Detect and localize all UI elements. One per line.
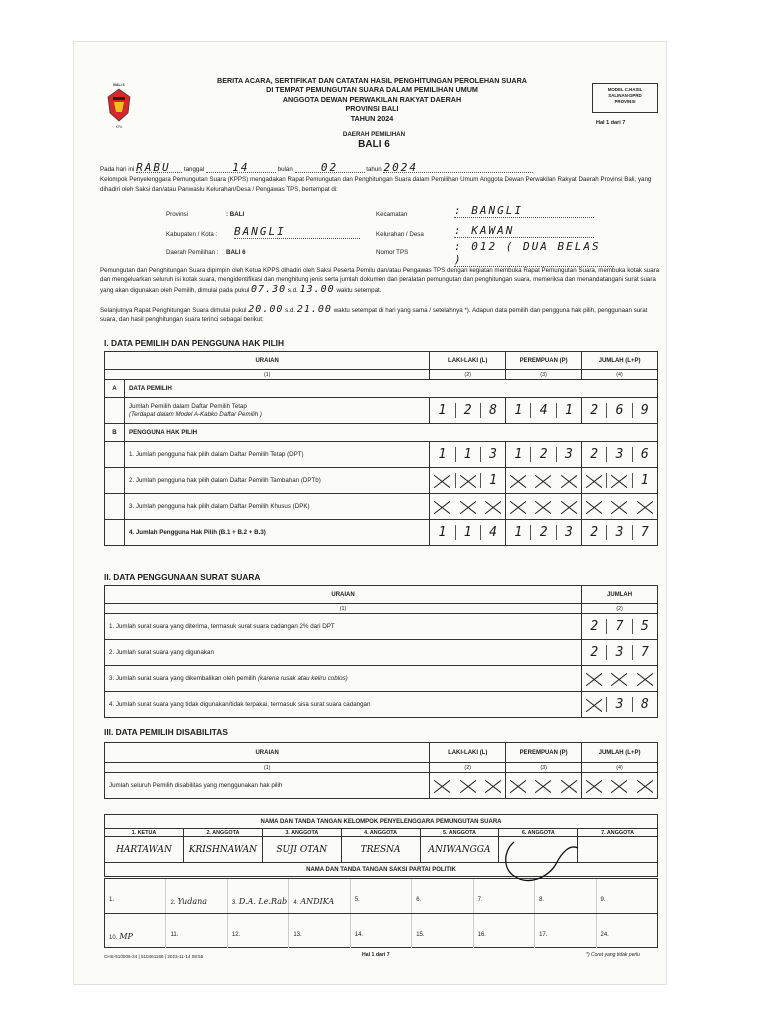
table-section-2 [104,585,658,718]
paragraph-pemungutan [100,266,660,295]
digit: 7 [640,645,649,660]
cross-mark [607,473,632,488]
section-3-title: III. DATA PEMILIH DISABILITAS [104,727,228,737]
saksi-cell [105,879,166,913]
digit: 3 [607,447,632,462]
colnum-4: (4) [582,370,658,380]
colnum-3-4: (4) [582,763,658,773]
saksi-cell [412,879,473,913]
digit: 1 [430,447,455,462]
role-anggota-2: 2. ANGGOTA [183,829,262,837]
cross-mark [582,697,607,712]
digit: 1 [489,473,497,488]
value-daerah: BALI 6 [226,249,246,256]
footer-note: *) Coret yang tidak perlu [586,952,640,958]
saksi-signature: MP [119,932,133,941]
cross-mark [456,473,481,488]
saksi-number: 16. [477,932,486,938]
colnum-3-1: (1) [105,763,430,773]
saksi-number: 7. [477,897,483,903]
row-3-1-label: Jumlah seluruh Pemilih disabilitas yang menggunakan hak pilih [105,773,430,799]
handwritten-scribble [496,838,586,894]
signature-anggota-5: ANIWANGGA [428,844,491,855]
th-laki-3: LAKI-LAKI (L) [430,743,506,763]
model-badge [592,83,658,113]
table-row [105,520,658,546]
form-title [202,76,542,123]
saksi-number: 12. [231,932,241,938]
row-b-code: B [105,424,125,442]
label-tanggal: tanggal [183,166,205,173]
table-row [105,442,658,468]
label-tahun: tahun [366,166,382,173]
saksi-signature: Yudana [177,897,208,906]
digit: 2 [456,403,481,418]
saksi-number: 3. [231,900,237,906]
th-uraian: URAIAN [105,352,430,370]
label-waktu: waktu setempat. [336,286,382,294]
section-2-title: II. DATA PENGGUNAAN SURAT SUARA [104,572,261,582]
digit: 3 [565,447,573,462]
value-kelurahan: : KAWAN [454,224,594,238]
footer-page: Hal 1 dari 7 [362,952,390,958]
digit: 4 [531,403,556,418]
saksi-cell [351,879,412,913]
table-row [105,468,658,494]
saksi-signature: D.A. Le.Rab [238,897,288,906]
table-section-1 [104,351,658,546]
th-jumlah-2: JUMLAH [582,586,658,604]
saksi-number: 15. [416,932,425,938]
signature-ketua: HARTAWAN [116,844,172,855]
label-sd-1: s.d. [287,286,298,294]
saksi-number: 2. [170,900,176,906]
row-2-3-note: (karena rusak atau keliru coblos) [257,675,348,682]
digit: 2 [582,447,607,462]
role-anggota-3: 3. ANGGOTA [262,829,341,837]
saksi-cell [289,879,350,913]
saksi-cell [351,914,412,948]
model-line-1: MODEL C.HASIL [607,87,643,92]
field-count-start: 20.00 [248,304,284,315]
label-provinsi: Provinsi [166,211,189,218]
digit: 9 [640,403,649,418]
signature-anggota-4: TRESNA [360,844,401,855]
label-tps: Nomor TPS [376,249,409,256]
table-row [105,614,658,640]
page-number: Hal 1 dari 7 [596,120,626,126]
saksi-number: 6. [416,897,422,903]
kpu-logo [104,80,134,132]
role-ketua: 1. KETUA [105,829,184,837]
th-jumlah: JUMLAH (L+P) [582,352,658,370]
svg-text:KPU: KPU [115,125,123,129]
table-row [105,640,658,666]
colnum-3-3: (3) [506,763,582,773]
saksi-number: 1. [109,897,115,903]
th-jumlah-3: JUMLAH (L+P) [582,743,658,763]
digit: 3 [607,525,632,540]
field-tanggal: 14 [206,163,276,173]
saksi-number: 5. [354,897,360,903]
th-uraian-2: URAIAN [105,586,582,604]
row-2-4-label: 4. Jumlah surat suara yang tidak digunakan/tidak terpakai, termasuk sisa surat suara cadangan [105,692,582,718]
saksi-cell [289,914,350,948]
digit: 1 [430,525,455,540]
saksi-cell [535,914,596,948]
field-start-time: 07.30 [251,283,287,295]
row-b1-label: 1. Jumlah pengguna hak pilih dalam Daftar Pemilih Tetap (DPT) [124,442,429,468]
title-line-5: TAHUN 2024 [350,113,394,123]
kpps-title: NAMA DAN TANDA TANGAN KELOMPOK PENYELENGGARA PEMUNGUTAN SUARA [105,815,658,829]
field-hari: RABU [136,163,182,173]
digit: 3 [607,645,632,660]
row-a-code: A [105,380,125,398]
digit: 2 [582,525,607,540]
digit: 2 [582,619,607,634]
row-a1-note: (Terdapat dalam Model A-Kabko Daftar Pemilih ) [128,410,262,418]
digit: 8 [640,697,649,712]
row-b-title: PENGGUNA HAK PILIH [124,424,657,442]
saksi-cell [597,914,657,948]
label-bulan: bulan [277,166,293,173]
digit: 1 [506,447,531,462]
table-row [105,398,658,424]
section-1-title: I. DATA PEMILIH DAN PENGGUNA HAK PILIH [104,338,285,348]
digit: 3 [565,525,573,540]
th-laki: LAKI-LAKI (L) [430,352,506,370]
table-row [105,692,658,718]
field-bulan: 02 [295,163,365,173]
digit: 2 [582,645,607,660]
saksi-number: 13. [293,932,302,938]
model-line-3: PROVINSI [614,98,636,104]
saksi-number: 17. [539,932,548,938]
label-sd-2: s.d. [285,307,296,314]
digit: 3 [607,697,632,712]
para1-text: Pemungutan dan Penghitungan Suara dipimpin oleh Ketua KPPS dihadiri oleh Saksi Peserta Pemilu dan/atau Pengawas TPS dengan kegiatan membuka Rapat Pemungutan Suara, membuka kotak suara dan mengeluarkan seluruh isi kotak suara, mengidentifikasi dan menghitung jenis serta jumlah dokumen dan peralatan pemungutan dan penghitungan suara, memeriksa dan menandatangani surat suara yang akan digunakan oleh Pemilih, dimulai pada pukul [100,267,660,294]
saksi-title: NAMA DAN TANDA TANGAN SAKSI PARTAI POLITIK [105,863,658,877]
colnum-3-2: (2) [430,763,506,773]
digit: 6 [640,447,649,462]
digit: 1 [456,447,481,462]
table-section-3 [104,742,658,799]
digit: 2 [582,403,607,418]
document-page [74,42,666,984]
digit: 1 [565,403,573,418]
title-line-1: BERITA ACARA, SERTIFIKAT DAN CATATAN HASIL PENGHITUNGAN PEROLEHAN SUARA [217,76,527,85]
label-kabupaten: Kabupaten / Kota : [166,231,218,238]
digit: 1 [506,403,531,418]
para2-text-b: waktu setempat di hari yang sama / setelahnya *). Adapun data pemilih dan pengguna hak pilih, penggunaan surat suara, dan hasil penghitungan suara terinci sebagai berikut: [100,307,648,324]
cross-mark [582,473,607,488]
row-b2-label: 2. Jumlah pengguna hak pilih dalam Daftar Pemilih Tambahan (DPTb) [124,468,429,494]
saksi-cell [597,879,657,913]
saksi-cell [412,914,473,948]
digit: 1 [430,403,455,418]
label-daerah: Daerah Pemilihan : [166,249,219,256]
row-a1-label: Jumlah Pemilih dalam Daftar Pemilih Tetap [128,402,247,410]
model-line-2: SALINAN-DPRD [608,92,642,98]
th-uraian-3: URAIAN [105,743,430,763]
saksi-number: 4. [293,900,299,906]
row-2-3-text: 3. Jumlah surat suara yang dikembalikan oleh pemilih [109,675,258,682]
title-line-3: ANGGOTA DEWAN PERWAKILAN RAKYAT DAERAH [282,94,462,104]
colnum-3: (3) [506,370,582,380]
saksi-cell [474,914,535,948]
digit: 4 [489,525,497,540]
signature-anggota-2: KRISHNAWAN [188,844,258,855]
footer-code: CHS-510006-24 | 510461166 | 2023-11-14 08:55 [104,954,204,959]
saksi-number: 11. [170,932,179,938]
table-row [105,773,658,799]
para2-text-a: Selanjutnya Rapat Penghitungan Suara dimulai pukul [100,307,247,314]
saksi-number: 10. [109,935,118,941]
colnum-2: (2) [430,370,506,380]
saksi-number: 9. [600,897,606,903]
field-count-end: 21.00 [296,304,332,315]
saksi-number: 24. [600,932,609,938]
saksi-cell [228,879,289,913]
saksi-number: 14. [354,932,364,938]
label-kelurahan: Kelurahan / Desa [376,231,424,238]
digit: 1 [640,473,649,488]
table-row [105,494,658,520]
value-tps: : 012 ( DUA BELAS ) [454,240,614,267]
role-anggota-7: 7. ANGGOTA [578,829,658,837]
saksi-cell [228,914,289,948]
colnum-2-2: (2) [582,604,658,614]
digit: 3 [489,447,497,462]
row-a-title: DATA PEMILIH [124,380,657,398]
field-tahun: 2024 [383,163,533,173]
th-perempuan: PEREMPUAN (P) [506,352,582,370]
colnum-1: (1) [105,370,430,380]
title-line-2: DI TEMPAT PEMUNGUTAN SUARA DALAM PEMILIHAN UMUM [266,85,478,95]
value-kecamatan: : BANGLI [454,204,594,218]
saksi-signature: ANDIKA [300,897,335,906]
value-provinsi: : BALI [226,211,245,218]
digit: 2 [531,447,556,462]
intro-paragraph: Kelompok Penyelenggara Pemungutan Suara (KPPS) mengadakan Rapat Pemungutan dan Penghitungan Suara dalam Pemilihan Umum Anggota Dewan Perwakilan Rakyat Daerah Provinsi Bali, yang dihadiri oleh Saksi dan/atau Panwaslu Kelurahan/Desa / Pengawas TPS, bertempat di: [100,176,652,193]
label-kecamatan: Kecamatan [376,211,408,218]
paragraph-penghitungan [100,305,660,325]
digit: 1 [456,525,481,540]
cross-mark [430,473,455,488]
row-b3-label: 3. Jumlah pengguna hak pilih dalam Daftar Pemilih Khusus (DPK) [124,494,429,520]
dapil-value: BALI 6 [358,139,390,150]
table-row [105,666,658,692]
row-2-2-label: 2. Jumlah surat suara yang digunakan [105,640,582,666]
saksi-cell [166,879,227,913]
saksi-number: 8. [539,897,545,903]
role-anggota-4: 4. ANGGOTA [341,829,420,837]
saksi-cell [166,914,227,948]
value-kabupaten: BANGLI [234,225,360,239]
role-anggota-5: 5. ANGGOTA [420,829,499,837]
colnum-2-1: (1) [105,604,582,614]
th-perempuan-3: PEREMPUAN (P) [506,743,582,763]
logo-text-top: BALI 6 [113,83,125,87]
digit: 7 [640,525,649,540]
role-anggota-6: 6. ANGGOTA [499,829,578,837]
digit: 1 [506,525,531,540]
row-2-1-label: 1. Jumlah surat suara yang diterima, termasuk surat suara cadangan 2% dari DPT [105,614,582,640]
title-line-4: PROVINSI BALI [345,104,399,114]
saksi-row [105,914,657,948]
label-pada-hari-ini: Pada hari ini [100,166,135,173]
digit: 5 [640,619,649,634]
row-b4-label: 4. Jumlah Pengguna Hak Pilih (B.1 + B.2 + B.3) [124,520,429,546]
digit: 2 [531,525,556,540]
signature-anggota-3: SUJI OTAN [276,844,328,855]
row-2-3-label [105,666,582,692]
digit: 6 [607,403,632,418]
dapil-label: DAERAH PEMILIHAN [342,131,406,138]
date-line [100,163,533,174]
digit: 7 [607,619,632,634]
field-end-time: 13.00 [299,283,335,295]
digit: 8 [489,403,497,418]
saksi-cell [105,914,166,948]
